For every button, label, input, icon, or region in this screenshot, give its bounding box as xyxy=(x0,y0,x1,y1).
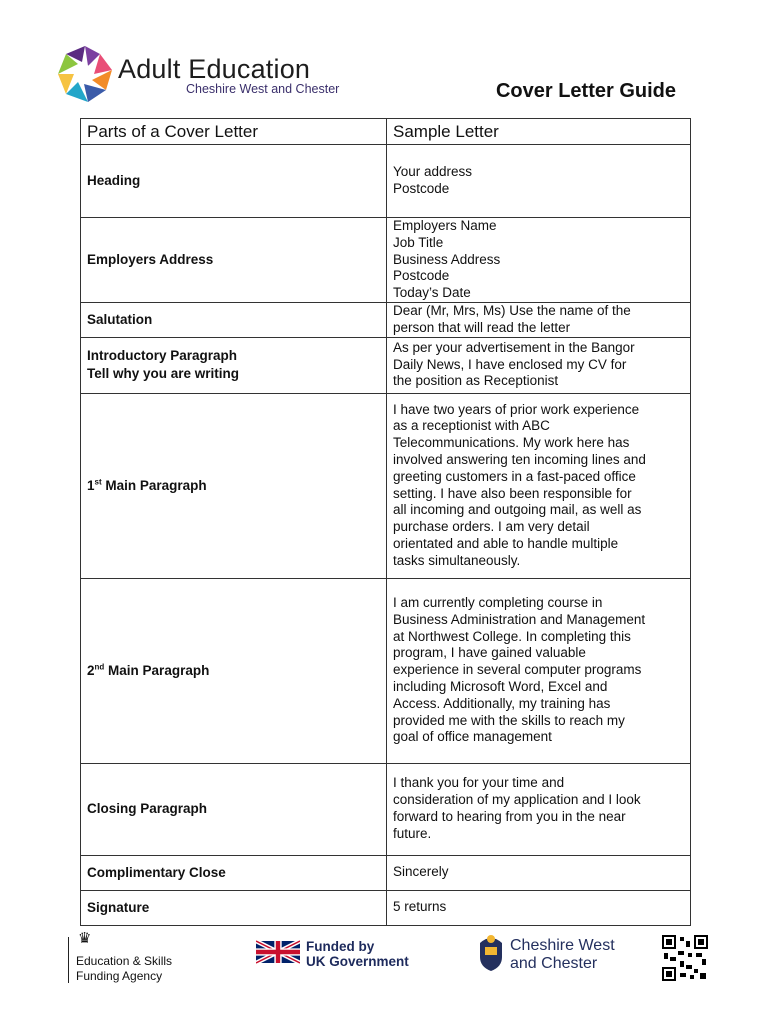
cheshire-west-logo xyxy=(476,933,615,978)
part-ordinal-suffix: nd xyxy=(94,662,105,672)
cover-letter-table xyxy=(80,118,691,926)
sample-text-line: Telecommunications. My work here has xyxy=(393,435,630,451)
column-header-parts: Parts of a Cover Letter xyxy=(81,119,387,145)
cwc-line1: Cheshire West xyxy=(510,937,615,954)
sample-text-line: purchase orders. I am very detail xyxy=(393,519,590,535)
sample-text-line: consideration of my application and I look xyxy=(393,792,641,808)
sample-cell xyxy=(387,855,691,890)
sample-text-line: Employers Name xyxy=(393,218,497,233)
sample-text-line: program, I have gained valuable xyxy=(393,645,586,661)
part-label: Introductory Paragraph xyxy=(87,348,238,364)
adult-education-logo-icon xyxy=(54,44,116,106)
sample-cell xyxy=(387,218,691,303)
sample-cell xyxy=(387,145,691,218)
part-label: Closing Paragraph xyxy=(87,801,208,817)
cwc-line2: and Chester xyxy=(510,955,598,972)
part-label: Employers Address xyxy=(87,251,214,267)
sample-cell xyxy=(387,302,691,337)
sample-cell xyxy=(387,393,691,578)
ukgov-line2: UK Government xyxy=(306,954,409,969)
part-cell xyxy=(81,890,387,925)
part-number: 1 xyxy=(87,477,95,493)
esfa-line1: Education & Skills xyxy=(76,954,173,968)
sample-text-line: Job Title xyxy=(393,234,444,250)
table-row xyxy=(81,145,691,218)
table-row xyxy=(81,855,691,890)
table-row xyxy=(81,218,691,303)
sample-text-line: greeting customers in a fast-paced office xyxy=(393,468,636,484)
part-cell xyxy=(81,337,387,393)
sample-cell xyxy=(387,890,691,925)
sample-text-line: I have two years of prior work experience xyxy=(393,401,640,417)
esfa-line2: Funding Agency xyxy=(76,969,163,983)
sample-text-line: forward to hearing from you in the near xyxy=(393,809,626,825)
sample-text-line: involved answering ten incoming lines and xyxy=(393,451,646,467)
part-ordinal-suffix: st xyxy=(94,477,102,487)
sample-text-line: Dear (Mr, Mrs, Ms) Use the name of the xyxy=(393,302,631,318)
table-row xyxy=(81,578,691,763)
part-label: Tell why you are writing xyxy=(87,366,240,382)
sample-text-line: Business Address xyxy=(393,251,501,267)
part-cell xyxy=(81,763,387,855)
ukgov-line1: Funded by xyxy=(306,939,375,954)
table-header-row xyxy=(81,119,691,145)
sample-text-line: Postcode xyxy=(393,181,450,196)
part-cell xyxy=(81,145,387,218)
sample-text-line: Access. Additionally, my training has xyxy=(393,695,611,711)
sample-text-line: I thank you for your time and xyxy=(393,775,565,791)
table-row xyxy=(81,302,691,337)
part-number: 2 xyxy=(87,662,95,678)
sample-text-line: Daily News, I have enclosed my CV for xyxy=(393,356,627,372)
brand-subtitle: Cheshire West and Chester xyxy=(186,82,340,96)
part-label: Signature xyxy=(87,899,150,915)
sample-text-line: Today’s Date xyxy=(393,285,471,301)
sample-text-line: tasks simultaneously. xyxy=(393,552,521,568)
table-row xyxy=(81,393,691,578)
sample-text-line: setting. I have also been responsible for xyxy=(393,485,632,501)
sample-text-line: experience in several computer programs xyxy=(393,662,642,678)
table-row xyxy=(81,337,691,393)
part-label: Heading xyxy=(87,173,141,188)
sample-text-line: Your address xyxy=(393,164,473,180)
part-cell xyxy=(81,855,387,890)
sample-text-line: person that will read the letter xyxy=(393,319,571,335)
sample-text-line: Postcode xyxy=(393,268,450,284)
royal-crest-icon: ♛ xyxy=(78,930,92,947)
union-flag-icon xyxy=(256,939,300,965)
sample-text-line: the position as Receptionist xyxy=(393,373,559,389)
sample-text-line: including Microsoft Word, Excel and xyxy=(393,678,608,694)
part-label: Main Paragraph xyxy=(101,477,207,493)
part-cell xyxy=(81,578,387,763)
column-header-sample: Sample Letter xyxy=(387,119,691,145)
part-label: Salutation xyxy=(87,311,153,327)
sample-text-line: I am currently completing course in xyxy=(393,594,603,610)
sample-text-line: goal of office management xyxy=(393,729,552,745)
sample-text-line: As per your advertisement in the Bangor xyxy=(393,339,635,355)
part-cell xyxy=(81,393,387,578)
brand-logo xyxy=(54,44,364,114)
sample-text-line: at Northwest College. In completing this xyxy=(393,628,631,644)
part-cell xyxy=(81,302,387,337)
sample-text-line: as a receptionist with ABC xyxy=(393,418,550,434)
sample-text-line: Sincerely xyxy=(393,864,449,880)
sample-cell xyxy=(387,337,691,393)
sample-cell xyxy=(387,763,691,855)
qr-code-icon[interactable] xyxy=(662,935,708,981)
sample-text-line: provided me with the skills to reach my xyxy=(393,712,625,728)
cheshire-crest-icon xyxy=(476,933,506,973)
page-title: Cover Letter Guide xyxy=(495,80,676,102)
sample-text-line: orientated and able to handle multiple xyxy=(393,535,619,551)
footer-logos xyxy=(0,925,770,985)
brand-name: Adult Education xyxy=(118,54,311,84)
sample-text-line: 5 returns xyxy=(393,899,447,915)
sample-text-line: all incoming and outgoing mail, as well as xyxy=(393,502,642,518)
part-label: Main Paragraph xyxy=(104,662,210,678)
sample-text-line: future. xyxy=(393,825,432,841)
uk-government-logo xyxy=(256,939,409,970)
table-row xyxy=(81,763,691,855)
sample-cell xyxy=(387,578,691,763)
part-label: Complimentary Close xyxy=(87,864,226,880)
part-cell xyxy=(81,218,387,303)
sample-text-line: Business Administration and Management xyxy=(393,611,646,627)
table-row xyxy=(81,890,691,925)
